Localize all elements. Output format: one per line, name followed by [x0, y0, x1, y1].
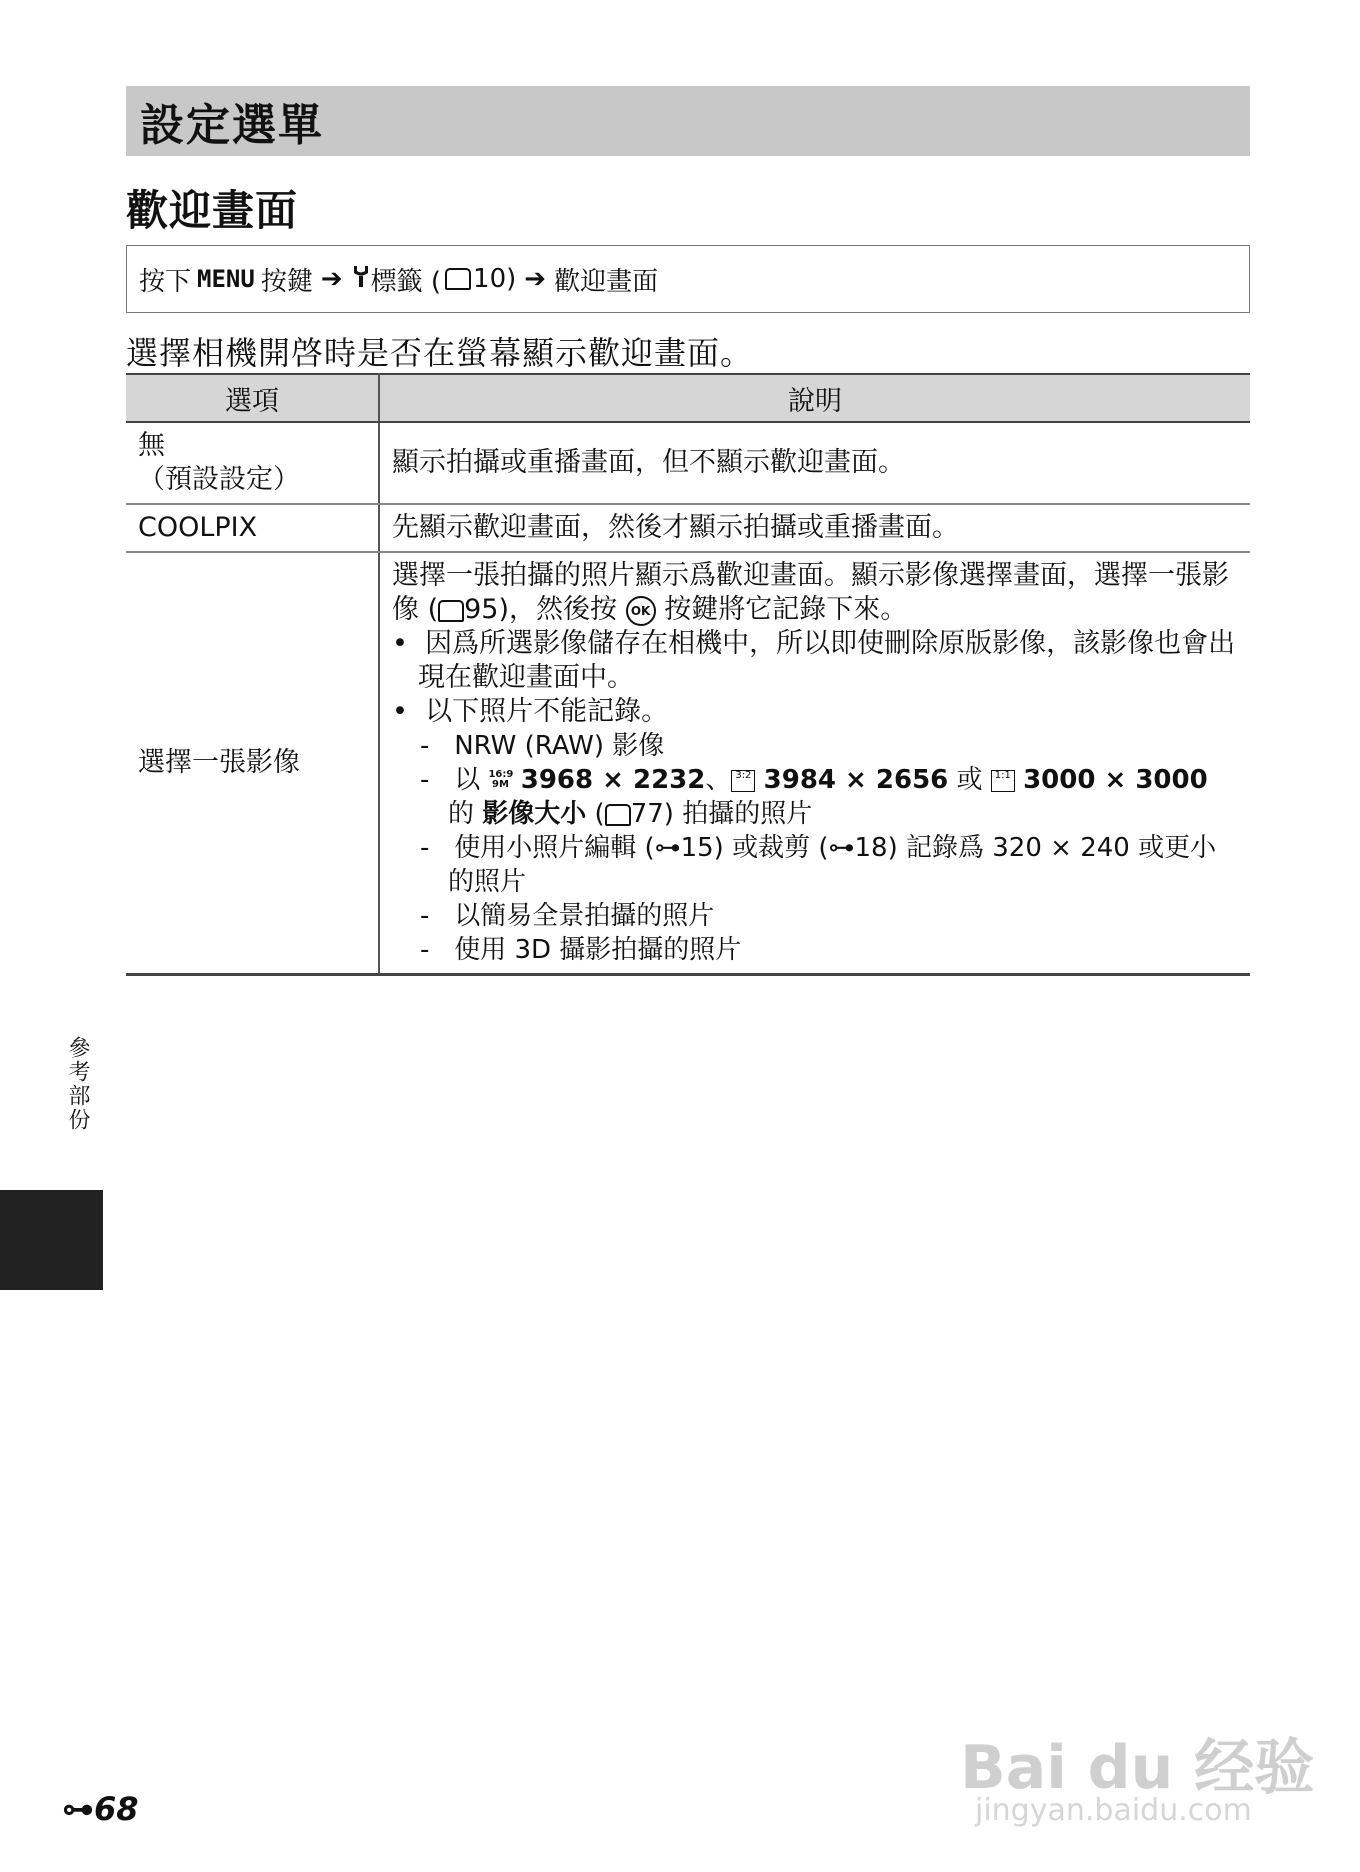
description-cell: 顯示拍攝或重播畫面，但不顯示歡迎畫面。: [379, 422, 1250, 504]
dash-item: - 使用 3D 攝影拍攝的照片: [420, 935, 742, 965]
nav-destination: 歡迎畫面: [554, 266, 659, 297]
nav-prefix: 按下: [139, 266, 192, 297]
book-ref-icon: [438, 600, 464, 622]
aspect-169-icon: 16:9 9M: [488, 768, 514, 790]
book-ref-icon: [605, 804, 631, 826]
nav-ref-page: 10): [473, 264, 517, 294]
reference-section-icon: ⊶: [62, 1790, 94, 1828]
arrow-icon: ➔: [524, 264, 547, 294]
option-cell: 選擇一張影像: [126, 552, 379, 975]
navigation-path: [126, 245, 1250, 313]
side-section-label: 參考部份: [65, 1036, 90, 1132]
nav-tab-label: 標籤 (: [370, 266, 442, 297]
column-header-option: 選項: [126, 374, 379, 422]
subsection-title: 歡迎畫面: [126, 186, 299, 235]
watermark-url: jingyan.baidu.com: [975, 1793, 1252, 1828]
side-tab-marker: [0, 1190, 103, 1290]
aspect-32-icon: 3:2: [731, 770, 755, 792]
wrench-icon: [351, 264, 371, 295]
book-ref-icon: [445, 268, 471, 290]
description-paragraph: 選擇一張拍攝的照片顯示爲歡迎畫面。顯示影像選擇畫面，選擇一張影像 ( 95)，然後按 OK 按鍵將它記錄下來。: [392, 560, 1229, 625]
description-cell: [379, 552, 1250, 975]
intro-text: 選擇相機開啓時是否在螢幕顯示歡迎畫面。: [126, 334, 754, 372]
menu-key: MENU: [197, 265, 255, 293]
ok-button-icon: OK: [626, 596, 656, 626]
options-table: [126, 373, 1250, 976]
dash-item: - NRW (RAW) 影像: [420, 731, 665, 761]
column-header-description: 說明: [379, 374, 1250, 422]
table-row: [126, 422, 1250, 504]
dash-item: - 使用小照片編輯 (⊶15) 或裁剪 (⊶18) 記錄爲 320 × 240 或更小的照片: [420, 833, 1217, 897]
page-number: ⊶68: [62, 1790, 139, 1828]
aspect-11-icon: 1:1: [991, 770, 1015, 792]
watermark-logo: Bai du 经验: [960, 1733, 1315, 1803]
dash-item: - 以簡易全景拍攝的照片: [420, 901, 715, 931]
option-label: 無: [138, 430, 165, 461]
option-cell: [126, 422, 379, 504]
section-title: 設定選單: [126, 86, 1250, 156]
option-cell: COOLPIX: [126, 504, 379, 552]
nav-key-word: 按鍵: [260, 266, 313, 297]
dash-item: - 以 16:9 9M 3968 × 2232、 3:2 3984 × 2656 或 1:1 3000 × 3000 的 影像大小 ( 77) 拍攝的照片: [420, 765, 1208, 829]
table-row: [126, 552, 1250, 975]
bullet-item: • 以下照片不能記錄。: [392, 696, 669, 727]
option-default-note: （預設設定）: [138, 464, 300, 495]
table-header-row: [126, 374, 1250, 422]
bullet-item: • 因爲所選影像儲存在相機中，所以即使刪除原版影像，該影像也會出現在歡迎畫面中。: [392, 628, 1236, 693]
table-row: [126, 504, 1250, 552]
arrow-icon: ➔: [320, 264, 343, 294]
description-cell: 先顯示歡迎畫面，然後才顯示拍攝或重播畫面。: [379, 504, 1250, 552]
